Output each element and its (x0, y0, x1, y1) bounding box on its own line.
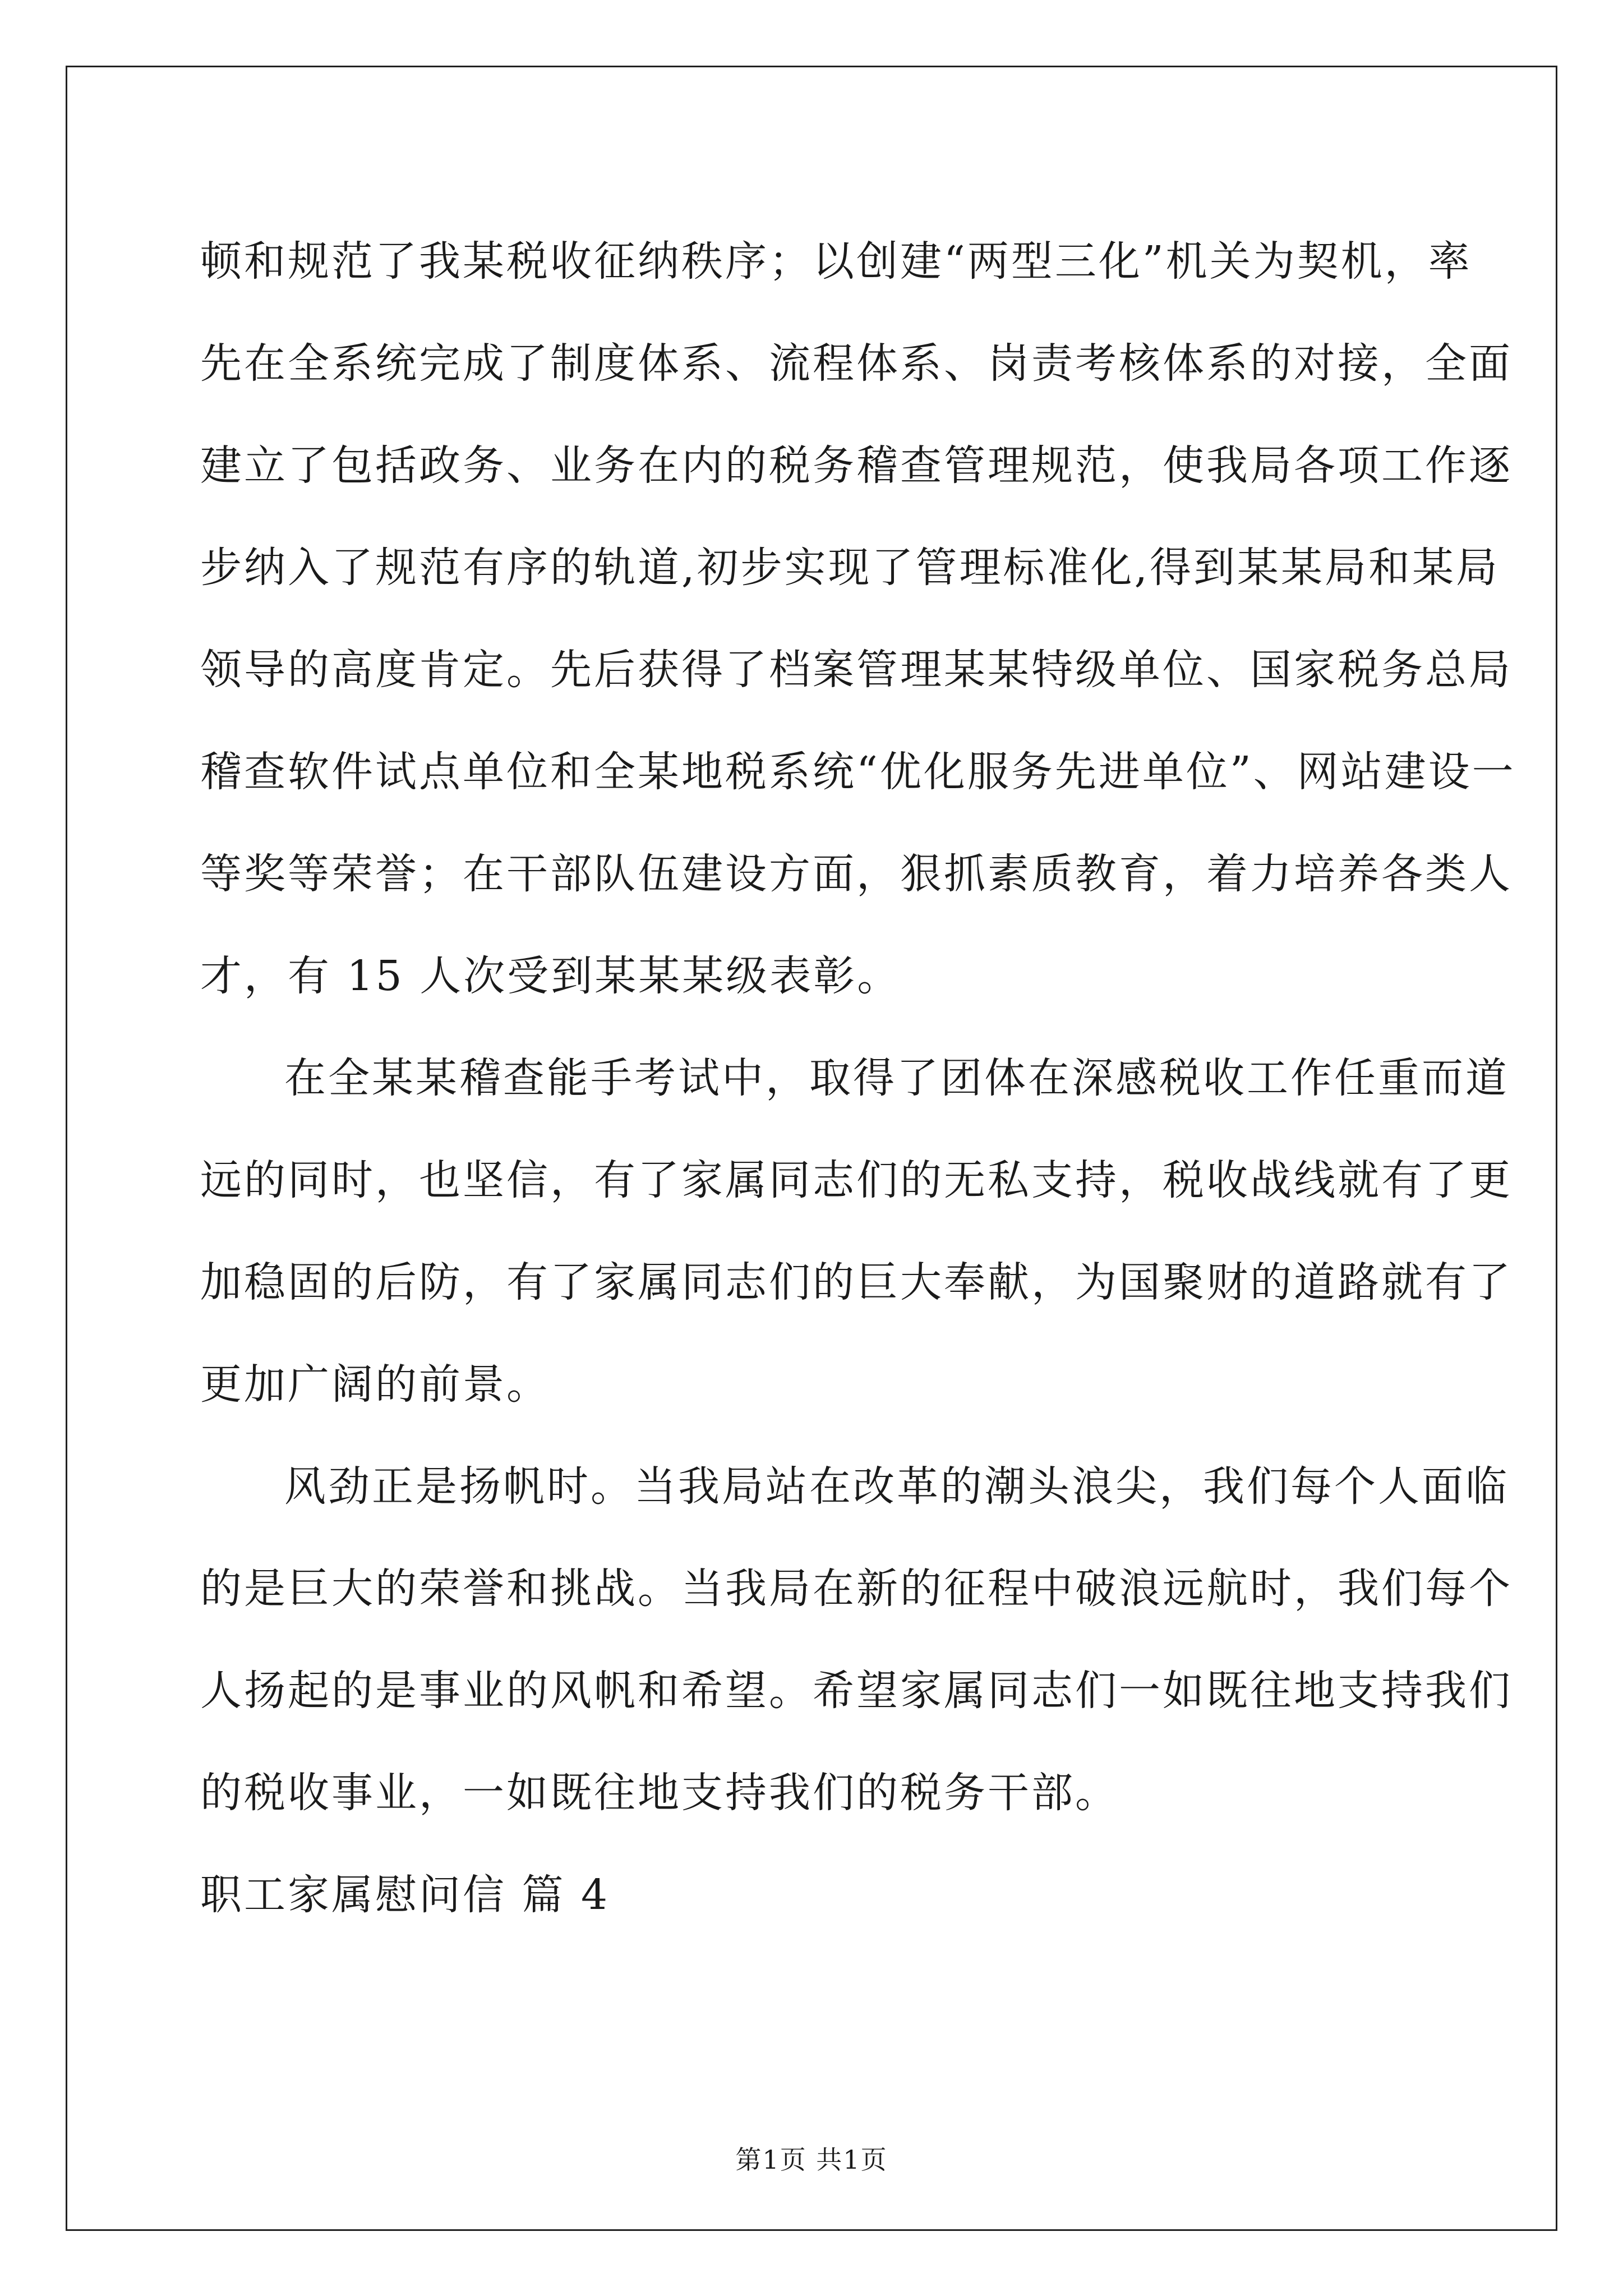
text-line: 更加广阔的前景。 (200, 1360, 550, 1409)
text-line: 步纳入了规范有序的轨道,初步实现了管理标准化,得到某某局和某局 (200, 544, 1500, 592)
paragraph-1 (200, 210, 1516, 1027)
text-line: 的税收事业，一如既往地支持我们的税务干部。 (200, 1769, 1119, 1817)
text-line: 远的同时，也坚信，有了家属同志们的无私支持，税收战线就有了更 (200, 1156, 1513, 1204)
paragraph-2 (200, 1027, 1513, 1435)
document-body (200, 210, 1516, 1946)
paragraph-3 (200, 1435, 1513, 1844)
text-line: 才，有 15 人次受到某某某级表彰。 (200, 952, 901, 1000)
text-line: 先在全系统完成了制度体系、流程体系、岗责考核体系的对接，全面 (200, 339, 1513, 388)
text-line: 人扬起的是事业的风帆和希望。希望家属同志们一如既往地支持我们 (200, 1667, 1513, 1715)
text-line: 加稳固的后防，有了家属同志们的巨大奉献，为国聚财的道路就有了 (200, 1258, 1513, 1306)
text-line: 在全某某稽查能手考试中，取得了团体在深感税收工作任重而道 (284, 1054, 1509, 1102)
text-line: 建立了包括政务、业务在内的税务稽查管理规范，使我局各项工作逐 (200, 441, 1513, 490)
text-line: 等奖等荣誉；在干部队伍建设方面，狠抓素质教育，着力培养各类人 (200, 850, 1513, 898)
section-heading: 职工家属慰问信 篇 4 (200, 1871, 610, 1919)
text-line: 领导的高度肯定。先后获得了档案管理某某特级单位、国家税务总局 (200, 646, 1513, 694)
text-line: 的是巨大的荣誉和挑战。当我局在新的征程中破浪远航时，我们每个 (200, 1565, 1513, 1613)
text-line: 风劲正是扬帆时。当我局站在改革的潮头浪尖，我们每个人面临 (284, 1462, 1509, 1511)
page-footer: 第1页 共1页 (735, 2145, 888, 2175)
text-line: 顿和规范了我某税收征纳秩序；以创建“两型三化”机关为契机，率 (200, 237, 1472, 286)
text-line: 稽查软件试点单位和全某地税系统“优化服务先进单位”、网站建设一 (200, 748, 1516, 796)
